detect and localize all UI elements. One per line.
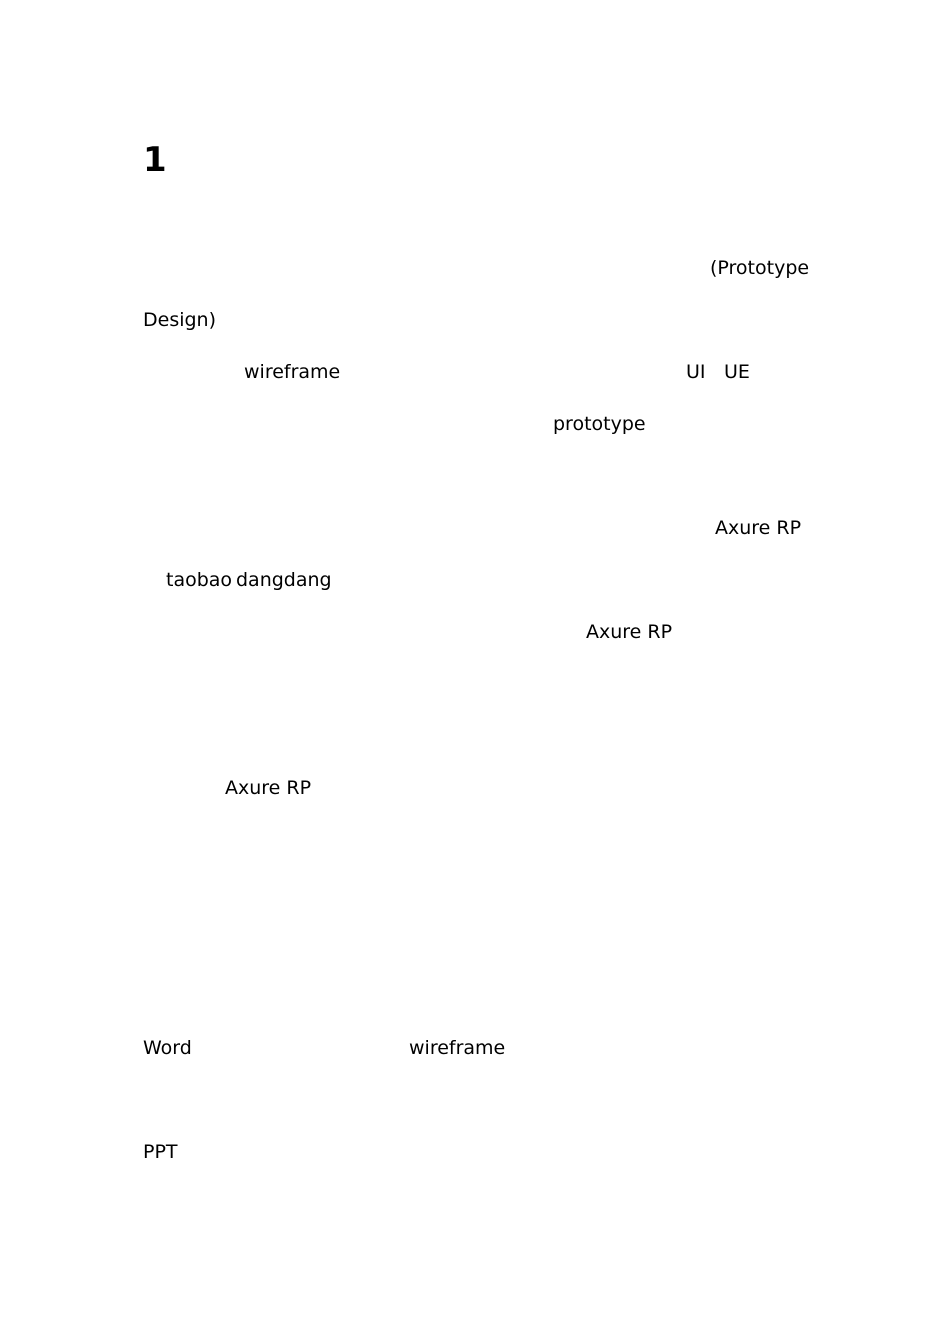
section-number-heading: 1 xyxy=(143,140,167,180)
text-word: Word xyxy=(143,1037,192,1059)
text-wireframe-2: wireframe xyxy=(409,1037,506,1059)
text-taobao: taobao xyxy=(166,569,233,591)
text-axure-rp-1: Axure RP xyxy=(715,517,802,539)
text-wireframe: wireframe xyxy=(244,361,341,383)
text-axure-rp-2: Axure RP xyxy=(586,621,673,643)
text-ppt: PPT xyxy=(143,1141,178,1163)
text-ui: UI xyxy=(686,361,706,383)
text-design-paren: Design) xyxy=(143,309,217,331)
text-dangdang: dangdang xyxy=(236,569,332,591)
text-prototype: prototype xyxy=(553,413,646,435)
text-axure-rp-3: Axure RP xyxy=(225,777,312,799)
text-ue: UE xyxy=(724,361,750,383)
text-prototype-paren: (Prototype xyxy=(710,257,810,279)
